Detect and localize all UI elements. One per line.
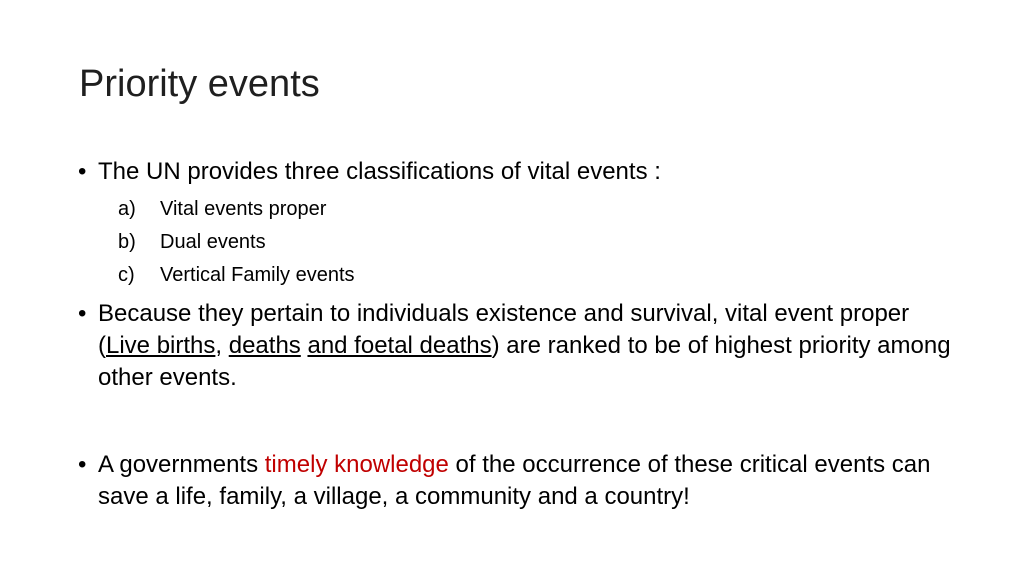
bullet-text [98,449,958,513]
underlined-deaths: deaths [228,332,301,359]
list-item [118,259,355,292]
bullet-vital-events-priority [78,298,958,394]
bullet-icon: • [78,158,87,185]
text-segment: ) are ranked to be of highest priority among other events. [98,332,951,391]
bullet-icon: • [78,300,87,327]
bullet-classifications [78,156,958,188]
list-marker: b) [118,231,136,253]
slide-title: Priority events [79,63,320,105]
list-marker: a) [118,198,136,220]
list-item [118,226,355,259]
bullet-text [98,298,958,394]
list-marker: c) [118,264,135,286]
underlined-live-births: Live births [106,332,216,359]
list-item [118,193,355,226]
list-item-text: Vertical Family events [160,264,355,286]
text-segment: of the occurrence of these critical events can save a life, family, a village, a community and a country! [98,451,931,510]
bullet-text: The UN provides three classifications of vital events : [98,158,661,185]
bullet-timely-knowledge [78,449,958,513]
bullet-icon: • [78,451,87,478]
list-item-text: Vital events proper [160,198,327,220]
underlined-foetal-deaths: and foetal deaths [307,332,492,359]
list-item-text: Dual events [160,231,266,253]
highlight-timely-knowledge: timely knowledge [264,451,449,478]
text-segment: A governments [98,451,265,478]
text-segment: Because they pertain to individuals existence and survival, vital event proper ( [98,300,910,359]
classification-list [118,193,355,292]
text-segment: , [215,332,229,359]
